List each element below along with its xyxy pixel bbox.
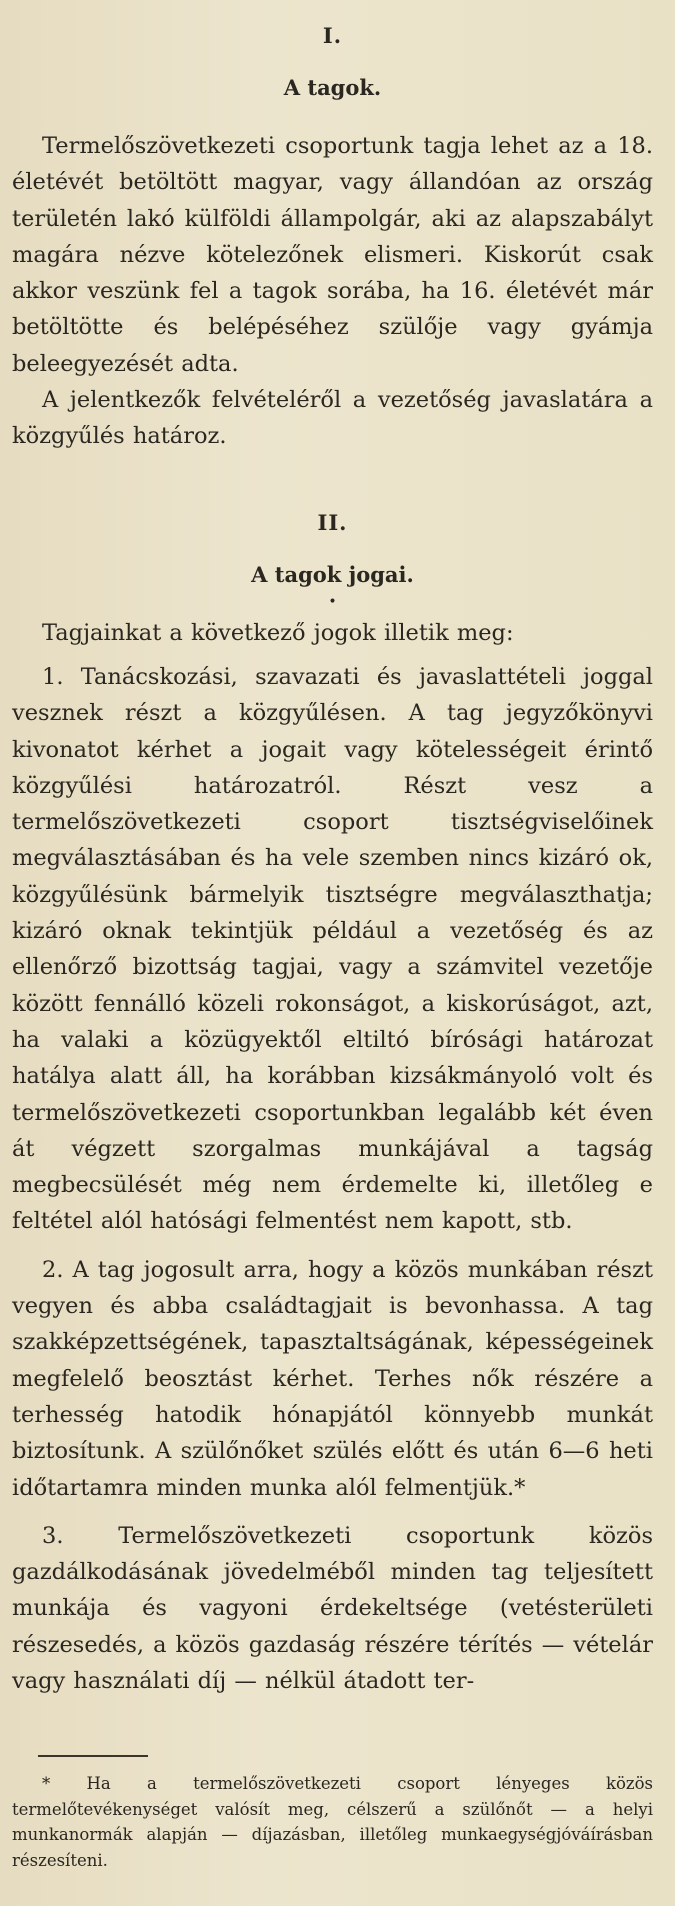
section-title: A tagok. — [283, 75, 382, 100]
paragraph: A jelentkezők felvételéről a vezetőség javaslatára a közgyűlés határoz. — [12, 387, 653, 450]
footnote: * Ha a termelőszövetkezeti csoport lényeges közös termelőtevékenységet valósít meg, célszerű a szülőnőt — a helyi munkanormák alapján — díjazásban, illetőleg munkaegységjóváírásban részesíteni. — [12, 1774, 653, 1870]
footnote-divider — [38, 1755, 148, 1757]
intro-paragraph: Tagjainkat a következő jogok illetik meg: — [42, 619, 514, 646]
list-item: 2. A tag jogosult arra, hogy a közös munkában részt vegyen és abba családtagjait is bevonhassa. A tag szakképzettségének, tapasztaltságának, képességeinek megfelelő beosztást kérhet. Terhes nők részére a terhesség hatodik hónapjától könnyebb munkát biztosítunk. A szülőnőket szülés előtt és után 6—6 heti időtartamra minden munka alól felmentjük.* — [12, 1256, 653, 1501]
section-number: I. — [322, 23, 343, 48]
ornament-dot: • — [328, 593, 337, 610]
section-number: II. — [317, 509, 348, 535]
list-item: 1. Tanácskozási, szavazati és javaslattételi joggal vesznek részt a közgyűlésen. A tag jegyzőkönyvi kivonatot kérhet a jogait vagy kötelességeit érintő közgyűlési határozatról. Részt vesz a termelőszövetkezeti csoport tisztségviselőinek megválasztásában és ha vele szemben nincs kizáró ok, közgyűlésünk bármelyik tisztségre megválaszthatja; kizáró oknak tekintjük például a vezetőség és az ellenőrző bizottság tagjai, vagy a számvitel vezetője között fennálló közeli rokonságot, a kiskorúságot, azt, ha valaki a közügyektől eltiltó bírósági határozat hatálya alatt áll, ha korábban kizsákmányoló volt és termelőszövetkezeti csoportunkban legalább két éven át végzett szorgalmas munkájával a tagság megbecsülését még nem érdemelte ki, illetőleg e feltétel alól hatósági felmentést nem kapott, stb. — [12, 663, 653, 1235]
section-title: A tagok jogai. — [251, 561, 414, 587]
section-tagok-jogai — [12, 497, 653, 1700]
list-item: 3. Termelőszövetkezeti csoportunk közös gazdálkodásának jövedelméből minden tag teljesített munkája és vagyoni érdekeltsége (vetésterületi részesedés, a közös gazdaság részére térítés — vételár vagy használati díj — nélkül átadott ter- — [12, 1522, 653, 1694]
paragraph: Termelőszövetkezeti csoportunk tagja lehet az a 18. életévét betöltött magyar, vagy állandóan az ország területén lakó külföldi állampolgár, aki az alapszabályt magára nézve kötelezőnek elismeri. Kiskorút csak akkor veszünk fel a tagok sorába, ha 16. életévét már betöltötte és belépéséhez szülője vagy gyámja beleegyezését adta. — [12, 133, 653, 377]
section-tagok — [12, 10, 653, 455]
